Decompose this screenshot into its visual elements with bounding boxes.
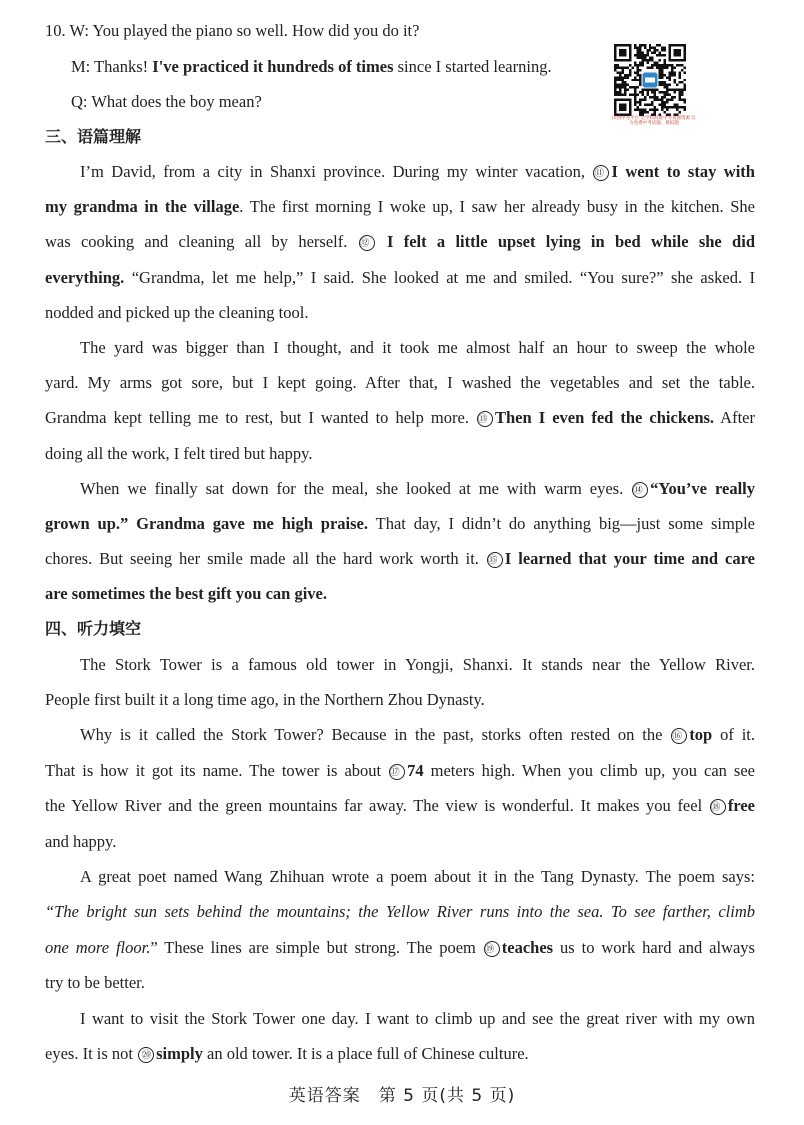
s4-p3-line-1: A great poet named Wang Zhihuan wrote a poem about it in the Tang Dynasty. The poem says: bbox=[80, 867, 755, 886]
item-number-12: ⑫ bbox=[359, 235, 375, 251]
qr-caption: 山西中考平台 全学科海量中考真题资源 官方免费中考试题、模拟题 bbox=[612, 116, 696, 126]
item-number-17: ⑰ bbox=[389, 764, 405, 780]
item-number-16: ⑯ bbox=[671, 728, 687, 744]
s4-p1-line-2: People first built it a long time ago, in the Northern Zhou Dynasty. bbox=[45, 690, 485, 709]
s4-p2-line-3: the Yellow River and the green mountains far away. The view is wonderful. It makes you feel ⑱ free bbox=[45, 796, 755, 815]
s3-p1-line-1: I’m David, from a city in Shanxi province. During my winter vacation, ⑪ I went to stay with bbox=[80, 162, 755, 181]
s3-p2-line-1: The yard was bigger than I thought, and it took me almost half an hour to sweep the whole bbox=[80, 338, 755, 357]
item-number-11: ⑪ bbox=[593, 165, 609, 181]
item-number-15: ⑮ bbox=[487, 552, 503, 568]
s4-p3-line-3: one more floor.” These lines are simple but strong. The poem ⑲ teaches us to work hard and always bbox=[45, 938, 755, 957]
s3-p1-line-4: everything. “Grandma, let me help,” I said. She looked at me and smiled. “You sure?” she asked. I bbox=[45, 268, 755, 287]
item-number-19: ⑲ bbox=[484, 941, 500, 957]
s3-p2-line-3: Grandma kept telling me to rest, but I wanted to help more. ⑬ Then I even fed the chickens. After bbox=[45, 408, 755, 427]
s3-p2-line-2: yard. My arms got sore, but I kept going. After that, I washed the vegetables and set the table. bbox=[45, 373, 755, 392]
s4-p3-line-2: “The bright sun sets behind the mountains; the Yellow River runs into the sea. To see farther, climb bbox=[45, 902, 755, 921]
s4-p2-line-1: Why is it called the Stork Tower? Because in the past, storks often rested on the ⑯ top of it. bbox=[80, 725, 755, 744]
item-number-14: ⑭ bbox=[632, 482, 648, 498]
s4-p2-line-4: and happy. bbox=[45, 832, 117, 851]
s3-p3-line-1: When we finally sat down for the meal, she looked at me with warm eyes. ⑭ “You’ve really bbox=[80, 479, 755, 498]
page-footer: 英语答案 第 5 页(共 5 页) bbox=[288, 1086, 516, 1106]
s4-p1-line-1: The Stork Tower is a famous old tower in Yongji, Shanxi. It stands near the Yellow River. bbox=[80, 655, 755, 674]
item-number-18: ⑱ bbox=[710, 799, 726, 815]
qr-code-image bbox=[612, 44, 688, 116]
q10-line-2: M: Thanks! I've practiced it hundreds of times since I started learning. bbox=[71, 57, 552, 76]
s3-p1-line-5: nodded and picked up the cleaning tool. bbox=[45, 303, 309, 322]
item-number-20: ⑳ bbox=[138, 1047, 154, 1063]
section-3-heading: 三、语篇理解 bbox=[45, 127, 142, 146]
s3-p3-line-4: are sometimes the best gift you can give. bbox=[45, 584, 327, 603]
q10-line-1: 10. W: You played the piano so well. How did you do it? bbox=[45, 21, 420, 40]
s4-p4-line-2: eyes. It is not ⑳ simply an old tower. It is a place full of Chinese culture. bbox=[45, 1044, 529, 1063]
s4-p3-line-4: try to be better. bbox=[45, 973, 145, 992]
s3-p3-line-2: grown up.” Grandma gave me high praise. That day, I didn’t do anything big—just some simple bbox=[45, 514, 755, 533]
s4-p4-line-1: I want to visit the Stork Tower one day. I want to climb up and see the great river with my own bbox=[80, 1009, 755, 1028]
q10-line-3: Q: What does the boy mean? bbox=[71, 92, 262, 111]
s4-p2-line-2: That is how it got its name. The tower is about ⑰ 74 meters high. When you climb up, you can see bbox=[45, 761, 755, 780]
s3-p1-line-2: my grandma in the village. The first morning I woke up, I saw her already busy in the kitchen. She bbox=[45, 197, 755, 216]
s3-p3-line-3: chores. But seeing her smile made all the hard work worth it. ⑮ I learned that your time and care bbox=[45, 549, 755, 568]
item-number-13: ⑬ bbox=[477, 411, 493, 427]
section-4-heading: 四、听力填空 bbox=[45, 619, 142, 638]
s3-p1-line-3: was cooking and cleaning all by herself. ⑫ I felt a little upset lying in bed while she did bbox=[45, 232, 755, 251]
s3-p2-line-4: doing all the work, I felt tired but happy. bbox=[45, 444, 313, 463]
